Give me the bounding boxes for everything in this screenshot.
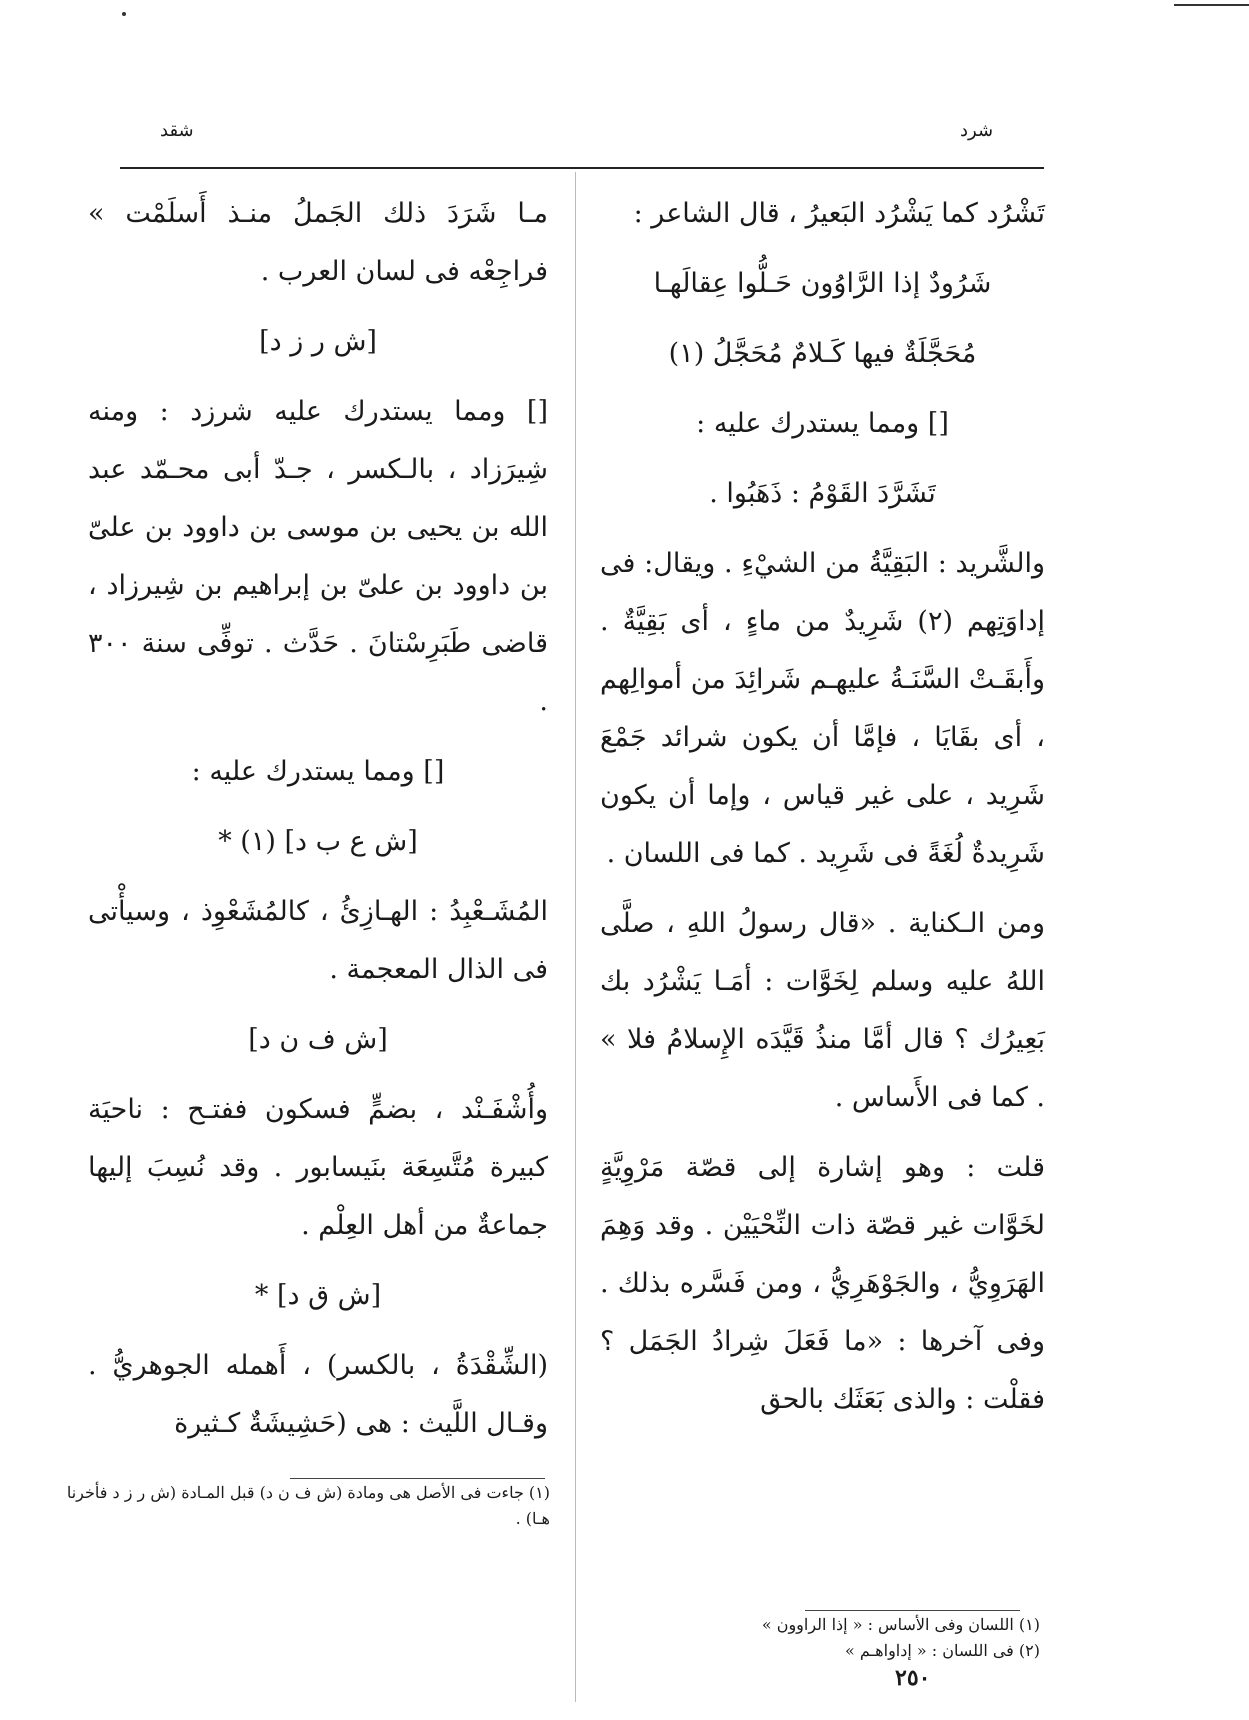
paragraph: وأُشْفَـنْد ، بضمٍّ فسكون ففتـح : ناحيَة كبيرة مُتَّسِعَة بنَيسابور . وقد نُسِبَ إليها جماعةٌ من أهل العِلْم .	[88, 1094, 548, 1241]
footnote-rule	[805, 1610, 1020, 1611]
column-divider	[575, 172, 576, 1702]
right-column	[600, 185, 1045, 1441]
paragraph: [] ومما يستدرك عليه شرزد : ومنه شِيرَزاد ، بالـكسر ، جـدّ أبى محـمّد عبد الله بن يحيى بن موسى بن داوود بن علىّ بن داوود بن علىّ بن إبراهيم بن شِيرزاد ، قاضى طَبَرِسْتانَ . حَدَّث . توفِّى سنة ٣٠٠ .	[88, 396, 548, 717]
scan-dot	[122, 12, 126, 16]
footnotes-right	[640, 1612, 1040, 1664]
page-number: ٢٥٠	[895, 1665, 931, 1691]
entry-heading: [ش ف ن د]	[248, 1024, 388, 1055]
footnote: (١) اللسان وفى الأساس : « إذا الراوون »	[761, 1615, 1040, 1634]
header-rule	[120, 167, 1044, 169]
verse-line: شَرُودٌ إذا الرَّاوُون حَـلُّوا عِقالَهـا	[653, 268, 992, 299]
left-column	[88, 185, 548, 1465]
paragraph: مـا شَرَدَ ذلك الجَملُ منـذ أَسلَمْت » فراجِعْه فى لسان العرب .	[88, 198, 548, 287]
text-line: تَشْرُد كما يَشْرُد البَعيرُ ، قال الشاعر :	[633, 198, 1045, 229]
running-header-left: شقد	[160, 120, 194, 141]
paragraph: المُشَـعْبِدُ : الهـازِئُ ، كالمُشَعْوِذ ، وسيأْتى فى الذال المعجمة .	[88, 896, 548, 985]
running-header-right: شرد	[960, 120, 994, 141]
paragraph: ومن الـكناية . «قال رسولُ اللهِ ، صلَّى اللهُ عليه وسلم لِخَوَّات : أمَـا يَشْرُد بك بَعِيرُك ؟ قال أمَّا منذُ قَيَّدَه الإِسلامُ فلا » . كما فى الأَساس .	[600, 908, 1045, 1113]
footnote-rule	[290, 1478, 545, 1479]
footnote: (١) جاءت فى الأصل هى ومادة (ش ف ن د) قبل المـادة (ش ر ز د فأخرنا هـا) .	[66, 1483, 550, 1528]
footnotes-left	[60, 1480, 550, 1532]
paragraph: والشَّريد : البَقِيَّةُ من الشيْءِ . ويقال: فى إداوَتِهم (٢) شَرِيدٌ من ماءٍ ، أى بَقِيَّةٌ . وأَبقَـتْ السَّنَـةُ عليهـم شَرائِدَ من أموالِهم ، أى بقَايَا ، فإمَّا أن يكون شرائد جَمْعَ شَرِيد ، على غير قياس ، وإما أن يكون شَرِيدةٌ لُغَةً فى شَرِيد . كما فى اللسان .	[600, 548, 1045, 869]
text-line: تَشَرَّدَ القَوْمُ : ذَهَبُوا .	[709, 478, 936, 509]
section-note: [] ومما يستدرك عليه :	[191, 756, 445, 787]
entry-heading: [ش ع ب د] (١) *	[218, 826, 418, 857]
entry-heading: [ش ر ز د]	[259, 326, 377, 357]
footnote: (٢) فى اللسان : « إداواهـم »	[844, 1641, 1040, 1660]
entry-heading: [ش ق د] *	[254, 1280, 382, 1311]
scan-edge-mark	[1174, 4, 1249, 6]
section-note: [] ومما يستدرك عليه :	[696, 408, 949, 439]
paragraph: قلت : وهو إشارة إلى قصّة مَرْوِيَّةٍ لخَوَّات غير قصّة ذات النِّحْيَيْن . وقد وَهِمَ الهَرَوِيُّ ، والجَوْهَرِيُّ ، ومن فَسَّره بذلك . وفى آخرها : «ما فَعَلَ شِرادُ الجَمَل ؟ فقلْت : والذى بَعَثَك بالحق	[600, 1152, 1045, 1415]
verse-line: مُحَجَّلَةٌ فيها كَـلامٌ مُحَجَّلُ (١)	[668, 338, 977, 369]
paragraph: (الشِّقْدَةُ ، بالكسر) ، أَهمله الجوهريُّ . وقـال اللَّيث : هى (حَشِيشَةٌ كـثيرة	[88, 1350, 548, 1439]
